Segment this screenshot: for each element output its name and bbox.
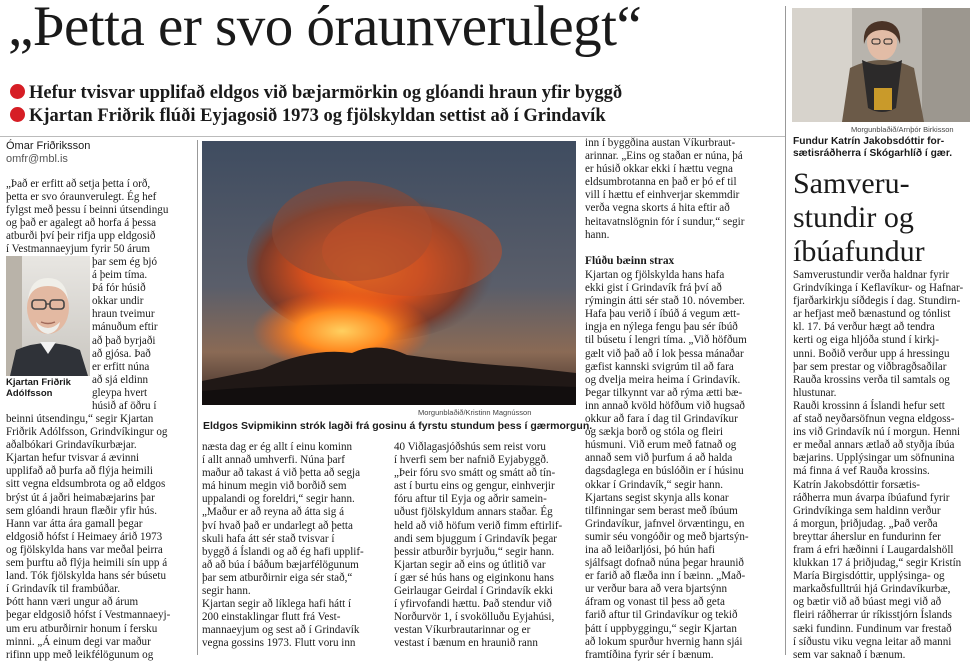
photo-credit: Morgunblaðið/Kristinn Magnússon (418, 408, 532, 417)
text-line: Kjartan og fjölskylda hans hafa (585, 269, 725, 281)
text-line: að sjá eldinn (92, 373, 149, 386)
text-line: uppalandi og foreldri,“ segir hann. (202, 493, 355, 506)
column-3 (394, 441, 579, 651)
text-line: 200 einstaklingar flutt frá Vest- (202, 611, 341, 624)
text-line: okkar undir (92, 295, 144, 308)
text-line: þar sem prestar og viðbragðsaðilar (793, 360, 947, 373)
text-line: hann. (585, 228, 610, 241)
section-subhead: Flúðu bæinn strax (585, 255, 675, 267)
text-line: maður að takast á við þetta að segja (202, 467, 361, 480)
column-divider (785, 6, 786, 655)
sidebar-title-line: stundir og (793, 201, 914, 234)
text-line: kerti og eiga hljóða stund í kirkj- (793, 334, 940, 347)
text-line: að gjósa. Það (92, 347, 151, 360)
text-line: „Maður er að reyna að átta sig á (202, 506, 344, 519)
column-1-top (6, 178, 194, 257)
text-line: í gær sé hús hans og eiginkonu hans (394, 571, 554, 584)
text-line: minni. „Á einum degi var maður (6, 635, 151, 648)
text-line: sem þurftu að flýja heimili sín upp á (6, 557, 168, 570)
text-line: heitavatnslögnin fór í sundur,“ segir (585, 215, 745, 228)
text-line: þessir atburðir byrjuðu,“ segir hann. (394, 545, 555, 558)
text-line: inn annað kvöld höfðum við hugsað (585, 399, 745, 412)
text-line: gælt við það að í lok þessa mánaðar (585, 347, 744, 360)
text-line: uðust fjölskyldum annars staðar. Ég (394, 506, 553, 519)
text-line: Samverustundir verða haldnar fyrir (793, 269, 950, 281)
text-line: Norðurvör 1, í svokölluðu Eyjahúsi, (394, 611, 555, 624)
text-line: á morgun, þriðjudag. „Það verða (793, 517, 938, 530)
portrait-caption: Kjartan Friðrik Adólfsson (6, 377, 71, 399)
text-line: er húsið okkar ekki í hættu vegna (585, 163, 733, 176)
text-line: sjálfsagt dofnað núna þegar hraunið (585, 557, 744, 570)
photo-caption (203, 420, 592, 432)
column-4-top (585, 137, 781, 242)
text-line: má finna á vef Rauða krossins. (793, 465, 930, 478)
sidebar-caption-line-2: sætisráðherra í Skógarhlíð í gær. (793, 148, 953, 159)
text-line: fram á efri hæðinni í Laugardalshöll (793, 543, 954, 556)
text-line: byggð á Íslandi og að ég hafi upplif- (202, 545, 364, 558)
text-line: kl. 17. Þá verður hægt að tendra (793, 321, 935, 334)
text-line: er meðal annars ætlað að styðja íbúa (793, 439, 955, 452)
text-line: Rauða krossins verða til samtals og (793, 373, 950, 386)
text-line: sitt vegna eldsumbrota og að eldgos (6, 478, 166, 491)
text-line: ekki gist í Grindavík frá því að (585, 282, 722, 295)
text-line: eldgosið hófst í Heimaey árið 1973 (6, 530, 163, 543)
text-line: sem glóandi hraun flæðir yfir hús. (6, 504, 157, 517)
column-4-bottom (585, 269, 781, 662)
text-line: í Vestmannaeyjum fyrir 50 árum (6, 243, 150, 256)
text-line: gleypa hvert (92, 386, 148, 399)
text-line: á þeim tíma. (92, 269, 148, 282)
text-line: og bætir við að búast megi við að (793, 596, 942, 609)
text-line: Katrín Jakobsdóttir forsætis- (793, 478, 920, 491)
portrait-image (6, 256, 90, 376)
text-line: gæfist kannski svigrúm til að fara (585, 360, 734, 373)
text-line: annað sem við þurfum á að halda (585, 452, 733, 465)
text-line: atburði því þeir rifja upp eldgosið (6, 230, 156, 243)
text-line: ingja en nýlega fengu þau sér íbúð (585, 321, 738, 334)
text-line: okkur að fara í dag til Grindavíkur (585, 413, 738, 426)
text-line: í Grindavík til frambúðar. (6, 583, 120, 596)
text-line: andi sem bjuggum í Grindavík þegar (394, 532, 557, 545)
column-2 (202, 441, 387, 651)
subheading-2-text: Kjartan Friðrik flúði Eyjagosið 1973 og fjölskyldan settist að í Grindavík (29, 106, 606, 126)
text-line: „Það er erfitt að setja þetta í orð, (6, 178, 151, 190)
sidebar-image (792, 8, 970, 122)
text-line: sumir séu vongóðir og með bjartsýn- (585, 530, 749, 543)
text-line: bæjarins. Upplýsingar um söfnunina (793, 452, 955, 465)
text-line: tilfinningar sem berast með íbúum (585, 504, 738, 517)
text-line: verða vegna skorts á hita eftir að (585, 202, 730, 215)
text-line: upplifað að þurfa að flýja heimili (6, 465, 153, 478)
text-line: 40 Viðlagasjóðshús sem reist voru (394, 441, 546, 453)
text-line: fleiri ráðherrar úr ríkisstjórn Íslands (793, 609, 952, 622)
caption-text: Svipmikinn strók lagði frá gosinu á fyrstu stundum þess í gærmorgun. (240, 420, 593, 432)
text-line: Kjartan hefur tvisvar á ævinni (6, 452, 140, 465)
text-line: til búsetu í lengri tíma. „Við höfðum (585, 334, 747, 347)
text-line: vegna gossins 1973. Flutt voru inn (202, 637, 356, 650)
text-line: rýmingin átti sér stað 10. nóvember. (585, 295, 745, 308)
text-line: að lokum spurður hvernig hann sjái (585, 635, 743, 648)
text-line: beinni útsendingu,“ segir Kjartan (6, 413, 154, 425)
text-line: Geirlaugar Geirdal í Grindavík ekki (394, 585, 553, 598)
text-line: fjarðarkirkju síðdegis í dag. Stundirn- (793, 295, 961, 308)
text-line: rifinn upp með leikfélögunum og (6, 648, 154, 661)
text-line: hlustunar. (793, 386, 837, 399)
text-line: þegar eldgosið hófst í Vestmannaeyj- (6, 609, 171, 622)
subheading-2 (10, 105, 606, 127)
text-line: því hvað það er undarlegt að þetta (202, 519, 353, 532)
text-line: vestast í bænum en hraunið rann (394, 637, 538, 650)
text-line: vill í hættu ef einhverjar skemmdir (585, 189, 740, 202)
red-bullet-icon (10, 107, 25, 122)
column-divider (197, 140, 198, 655)
text-line: arinnar. „Eins og staðan er núna, þá (585, 150, 743, 163)
sidebar-title-line: Samveru- (793, 167, 910, 200)
text-line: Rauði krossinn á Íslandi hefur sett (793, 399, 945, 412)
byline-name: Ómar Friðriksson (6, 140, 91, 152)
sidebar-title (793, 167, 925, 269)
text-line: í hverfi sem ber nafnið Eyjabyggð. (394, 454, 549, 467)
text-line: hraun tveimur (92, 308, 155, 321)
red-bullet-icon (10, 84, 25, 99)
text-line: María Birgisdóttir, upplýsinga- og (793, 570, 945, 583)
byline (6, 140, 90, 166)
text-line: Þá fór húsið (92, 282, 146, 295)
sidebar-caption-line-1: Katrín Jakobsdóttir for- (830, 136, 945, 147)
text-line: Friðrik Adólfsson, Grindvíkingur og (6, 426, 168, 439)
text-line: segir hann. (202, 585, 251, 598)
text-line: mánuðum eftir (92, 321, 158, 334)
sidebar-title-line: íbúafundur (793, 235, 925, 268)
column-1-bottom (6, 413, 194, 662)
eruption-image (202, 141, 576, 405)
text-line: og fjölskylda hans var meðal þeirra (6, 543, 163, 556)
text-line: ins við Grindavík nú í morgun. Henni (793, 426, 961, 439)
text-line: ina að leiðarljósi, þó hún hafi (585, 543, 716, 556)
text-line: okkar í Grindavík,“ segir hann. (585, 478, 724, 491)
text-line: framtíðina fyrir sér í bænum. (585, 648, 714, 661)
text-line: brýst út á jaðri heimabæjarins þar (6, 491, 155, 504)
text-line: Grindavíkur, jafnvel örvæntingu, en (585, 517, 745, 530)
text-line: fóru aftur til Eyja og aðrir samein- (394, 493, 547, 506)
text-line: Hafa þau verið í íbúð á vegum ætt- (585, 308, 740, 321)
text-line: má hinum megin við borðið sem (202, 480, 347, 493)
portrait-kjartan (6, 256, 90, 376)
text-line: skuli hafa átt sér stað tvisvar í (202, 532, 335, 545)
text-line: og dvelja meira heima í Grindavík. (585, 373, 741, 386)
text-line: Kjartans segist skynja alls konar (585, 491, 729, 504)
text-line: inn í byggðina austan Víkurbraut- (585, 137, 736, 149)
column-1-wrap (92, 256, 194, 413)
text-line: Þegar tilkynnt var að rýma ætti bæ- (585, 386, 743, 399)
caption-label: Eldgos (203, 420, 239, 432)
text-line: markaðsfulltrúi hjá Grindavíkurbæ, (793, 583, 951, 596)
text-line: um eru atburðirnir honum í fersku (6, 622, 158, 635)
text-line: mannaeyjum og sest að í Grindavík (202, 624, 360, 637)
sidebar-photo (792, 8, 970, 122)
text-line: held að við höfum verið fimm eftirlif- (394, 519, 563, 532)
text-line: land. Tók fjölskylda hans sér búsetu (6, 570, 167, 583)
text-line: „Þeir fóru svo smátt og smátt að tín- (394, 467, 556, 480)
eruption-photo (202, 141, 576, 405)
text-line: í síðustu viku vegna leitar að manni (793, 635, 952, 648)
text-line: klukkan 17 á þriðjudag,“ segir Kristín (793, 557, 962, 570)
text-line: eldsumbrotanna en það er þó ef til (585, 176, 737, 189)
subheading-1 (10, 82, 622, 104)
text-line: þátt í uppbyggingu,“ segir Kjartan (585, 622, 737, 635)
text-line: húsið af öðru í (92, 400, 157, 413)
text-line: húsmuni. Við erum með fatnað og (585, 439, 737, 452)
text-line: og það er agalegt að horfa á þessa (6, 217, 157, 230)
text-line: fylgst með þessu í beinni útsendingu (6, 204, 169, 217)
sidebar-caption-label: Fundur (793, 136, 829, 147)
subheading-1-text: Hefur tvisvar upplifað eldgos við bæjarmörkin og glóandi hraun yfir byggð (29, 83, 623, 103)
text-line: áfram og vonast til þess að geta (585, 596, 725, 609)
text-line: að að búa í báðum bæjarfélögunum (202, 558, 359, 571)
text-line: þar sem ég bjó (92, 256, 158, 268)
text-line: aðalbókari Grindavíkurbæjar. (6, 439, 137, 452)
text-line: af stað neyðarsöfnun vegna eldgoss- (793, 413, 955, 426)
sidebar-caption (793, 136, 952, 160)
text-line: og sækja borð og stóla og fleiri (585, 426, 724, 439)
text-line: Þótt hann væri ungur að árum (6, 596, 139, 609)
sidebar-body (793, 269, 971, 662)
text-line: er farið að flæða inn í bæinn. „Mað- (585, 570, 746, 583)
text-line: breyttar áherslur en fundurinn fer (793, 530, 941, 543)
text-line: að það byrjaði (92, 334, 156, 347)
text-line: ast í burtu eins og gengur, einhverjir (394, 480, 555, 493)
text-line: farið aftur til Grindavíkur og tekið (585, 609, 738, 622)
byline-email: omfr@mbl.is (6, 153, 68, 165)
text-line: Kjartan segir að eins og útlitið var (394, 558, 546, 571)
text-line: ar hefjast með bænastund og tónlist (793, 308, 951, 321)
text-line: í yfirvofandi hættu. Það stendur við (394, 598, 552, 611)
text-line: dagsdaglega en búslóðin er í húsinu (585, 465, 744, 478)
text-line: unni. Boðið verður upp á hressingu (793, 347, 950, 360)
text-line: sæki fundinn. Fundinum var frestað (793, 622, 952, 635)
text-line: ráðherra mun ávarpa íbúafund fyrir (793, 491, 950, 504)
page-title: „Þetta er svo óraunverulegt“ (8, 0, 642, 58)
text-line: þetta er svo óraunverulegt. Ég hef (6, 191, 157, 204)
text-line: næsta dag er ég allt í einu kominn (202, 441, 353, 453)
text-line: vestan Víkurbrautarinnar og er (394, 624, 531, 637)
text-line: Grindvíkinga í Keflavíkur- og Hafnar- (793, 282, 964, 295)
text-line: Kjartan segir að líklega hafi hátt í (202, 598, 352, 611)
text-line: í allt annað umhverfi. Núna þarf (202, 454, 345, 467)
text-line: sem var saknað í bænum. (793, 648, 906, 661)
sidebar-photo-credit: Morgunblaðið/Arnþór Birkisson (851, 125, 954, 134)
text-line: Hann var átta ára gamall þegar (6, 517, 143, 530)
text-line: ur verður bara að vera bjartsýnn (585, 583, 727, 596)
text-line: er erfitt núna (92, 360, 150, 373)
text-line: þar sem atburðirnir eiga sér stað,“ (202, 571, 353, 584)
text-line: Grindvíkinga sem haldinn verður (793, 504, 941, 517)
